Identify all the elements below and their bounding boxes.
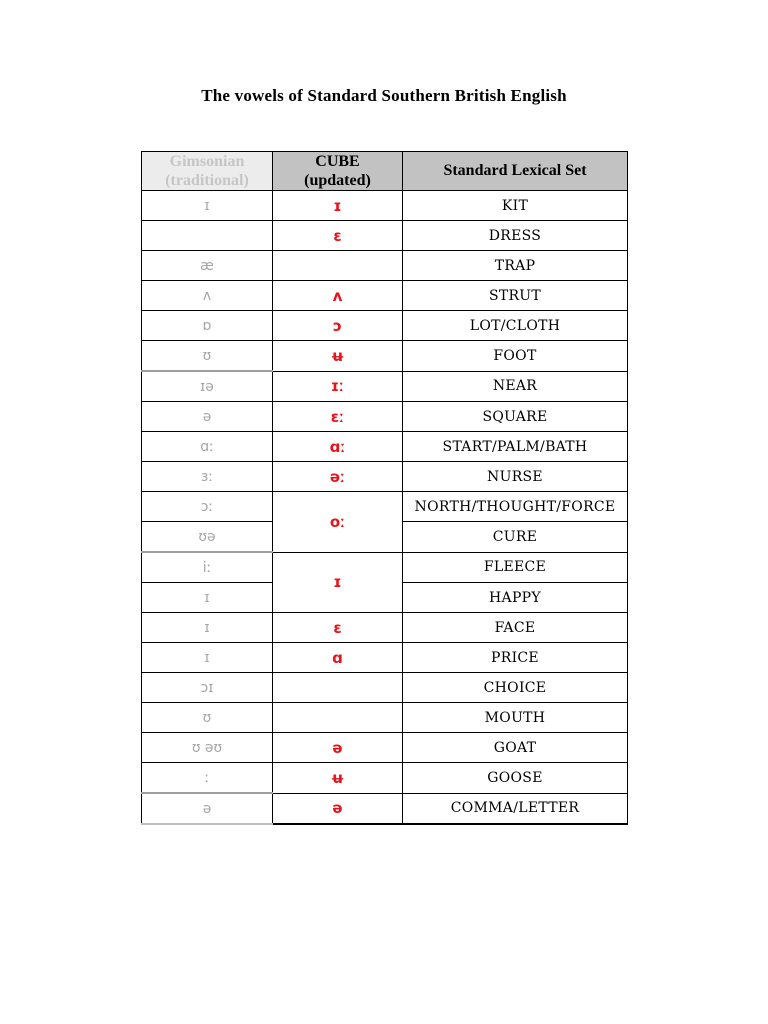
lexical-cell: FOOT [403,341,628,372]
table-row [142,733,628,763]
table-row [142,371,628,402]
gimsonian-cell: ɒ [142,311,273,341]
lexical-cell: HAPPY [403,583,628,613]
header-gimsonian [142,152,273,191]
vowel-table [141,151,628,825]
cube-cell: ɪː [273,371,403,402]
cube-cell [273,703,403,733]
cube-cell: ə [273,733,403,763]
cube-cell: ə [273,793,403,824]
gimsonian-cell: ɑː [142,432,273,462]
gimsonian-cell: ʊ [142,703,273,733]
cube-cell: ɛ [273,613,403,643]
cube-cell: ʉ [273,763,403,794]
header-lexical-set: Standard Lexical Set [403,152,628,191]
gimsonian-cell: iː [142,552,273,583]
table-row [142,191,628,221]
lexical-cell: NURSE [403,462,628,492]
lexical-cell: KIT [403,191,628,221]
header-cube [273,152,403,191]
lexical-cell: DRESS [403,221,628,251]
cube-cell: ɛ [273,221,403,251]
table-row [142,673,628,703]
cube-cell: ʉ [273,341,403,372]
cube-cell: ɛː [273,402,403,432]
table-row [142,492,628,522]
cube-cell [273,251,403,281]
gimsonian-cell: æ [142,251,273,281]
table-row [142,613,628,643]
gimsonian-cell: ʊ əʊ [142,733,273,763]
cube-cell-merged: oː [273,492,403,553]
table-row [142,432,628,462]
table-row [142,251,628,281]
lexical-cell: CHOICE [403,673,628,703]
table-row [142,793,628,824]
gimsonian-cell: ɪ [142,643,273,673]
lexical-cell: TRAP [403,251,628,281]
table-row [142,341,628,372]
gimsonian-cell: ʊ [142,341,273,372]
gimsonian-cell: ʌ [142,281,273,311]
gimsonian-cell: ɔɪ [142,673,273,703]
table-row [142,311,628,341]
cube-cell: ɑː [273,432,403,462]
lexical-cell: FLEECE [403,552,628,583]
lexical-cell: GOAT [403,733,628,763]
gimsonian-cell: ɜː [142,462,273,492]
gimsonian-cell: ɪ [142,191,273,221]
lexical-cell: START/PALM/BATH [403,432,628,462]
cube-cell: əː [273,462,403,492]
page-title: The vowels of Standard Southern British English [201,86,567,105]
gimsonian-cell [142,221,273,251]
cube-cell: ɑ [273,643,403,673]
table-row [142,703,628,733]
header-cube-line2: (updated) [304,172,371,189]
table-row [142,763,628,794]
gimsonian-cell: ə [142,793,273,824]
gimsonian-cell: ʊə [142,522,273,553]
lexical-cell: MOUTH [403,703,628,733]
gimsonian-cell: ɪ [142,583,273,613]
table-row [142,552,628,583]
table-row [142,402,628,432]
table-row [142,281,628,311]
header-gimsonian-line1: Gimsonian [169,153,245,170]
lexical-cell: COMMA/LETTER [403,793,628,824]
lexical-cell: SQUARE [403,402,628,432]
lexical-cell: CURE [403,522,628,553]
cube-cell [273,673,403,703]
lexical-cell: PRICE [403,643,628,673]
cube-cell: ɪ [273,191,403,221]
table-header-row [142,152,628,191]
gimsonian-cell: ɪ [142,613,273,643]
lexical-cell: LOT/CLOTH [403,311,628,341]
gimsonian-cell: ɔː [142,492,273,522]
cube-cell: ʌ [273,281,403,311]
lexical-cell: STRUT [403,281,628,311]
cube-cell: ɔ [273,311,403,341]
header-gimsonian-line2: (traditional) [165,172,249,189]
table-row [142,643,628,673]
header-cube-line1: CUBE [315,153,360,170]
cube-cell-merged: ɪ [273,552,403,613]
table-row [142,221,628,251]
gimsonian-cell: ə [142,402,273,432]
gimsonian-cell: ː [142,763,273,794]
lexical-cell: GOOSE [403,763,628,794]
table-row [142,462,628,492]
lexical-cell: NEAR [403,371,628,402]
gimsonian-cell: ɪə [142,371,273,402]
lexical-cell: NORTH/THOUGHT/FORCE [403,492,628,522]
lexical-cell: FACE [403,613,628,643]
